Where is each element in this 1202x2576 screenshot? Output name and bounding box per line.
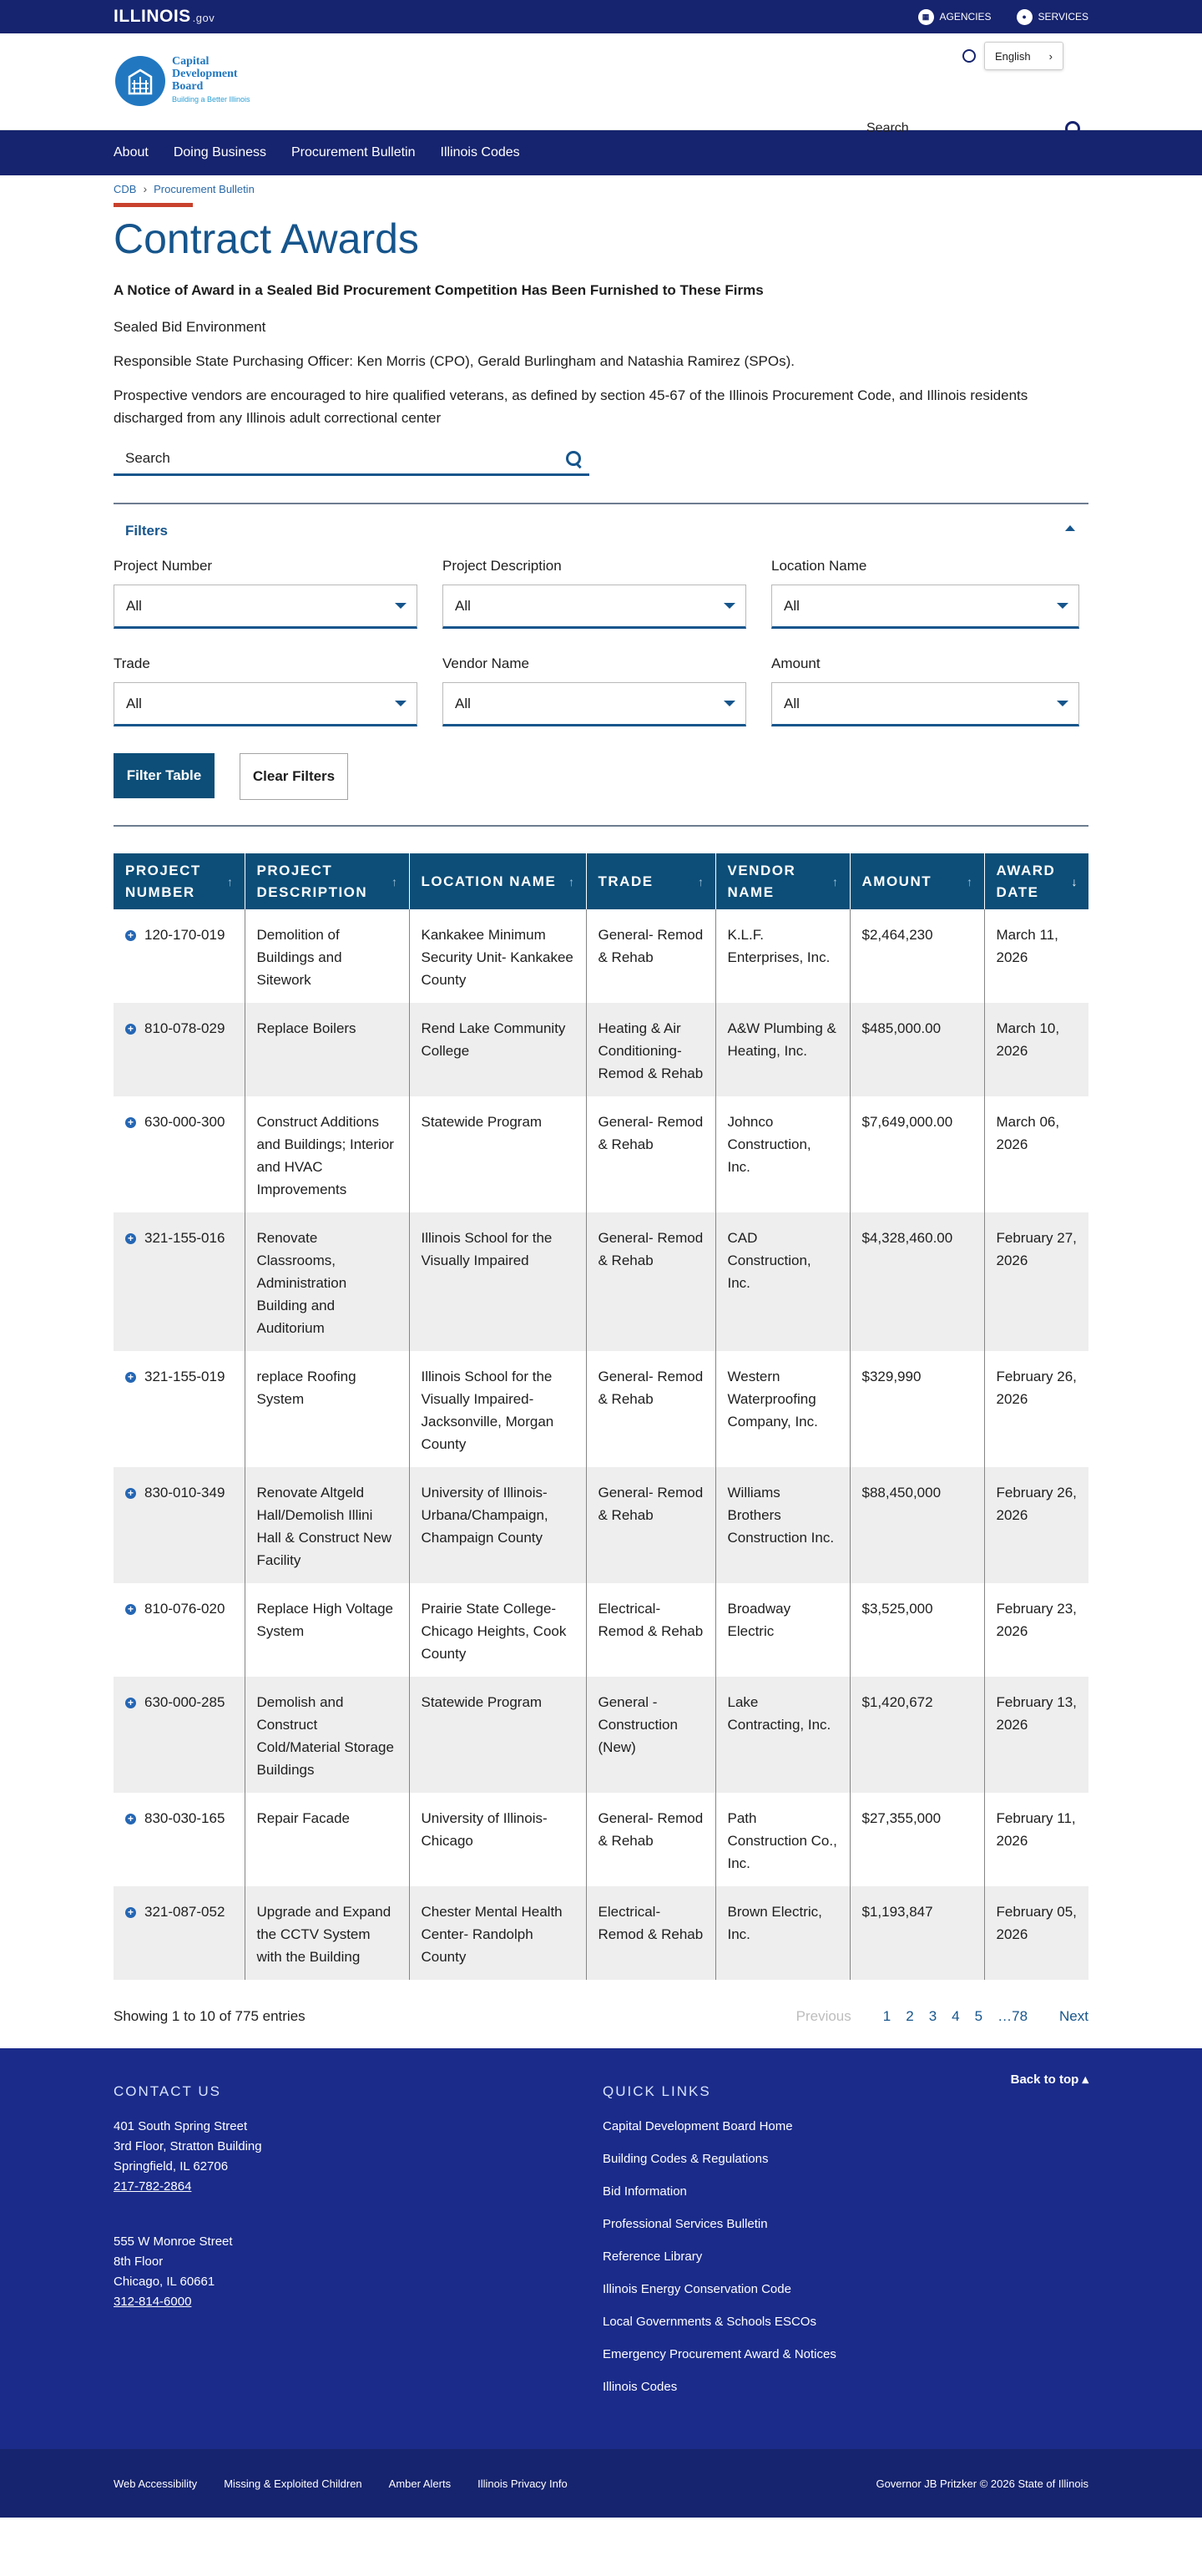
cell-location-name: Statewide Program [409, 1096, 586, 1212]
contact-us-section [114, 2083, 603, 2403]
cell-project-number: + 630-000-285 [114, 1677, 245, 1793]
page-lede: A Notice of Award in a Sealed Bid Procurement Competition Has Been Furnished to These Firms [114, 282, 764, 298]
table-row[interactable] [114, 909, 1088, 1003]
building-icon: ▦ [918, 9, 934, 25]
quick-link-energy-code[interactable]: Illinois Energy Conservation Code [603, 2282, 791, 2296]
cell-location-name: Chester Mental Health Center- Randolph County [409, 1886, 586, 1980]
filters-toggle[interactable] [114, 516, 1088, 539]
chevron-right-icon: › [143, 182, 148, 195]
filter-trade: Trade All [114, 655, 417, 726]
sort-arrow-icon[interactable]: ↑ [967, 874, 974, 888]
breadcrumb-cdb[interactable]: CDB [114, 182, 137, 195]
cell-location-name: Kankakee Minimum Security Unit- Kankakee County [409, 909, 586, 1003]
filter-project-description: Project Description All [442, 558, 746, 629]
filters-panel [114, 503, 1088, 827]
pagination-next[interactable]: Next [1059, 2008, 1088, 2024]
org-name-line3: Board [172, 80, 204, 93]
trade-select[interactable]: All [114, 682, 417, 726]
quick-link-cdb-home[interactable]: Capital Development Board Home [603, 2119, 793, 2133]
expand-row-icon[interactable]: + [125, 1117, 136, 1128]
sub-footer [0, 2449, 1202, 2518]
caret-down-icon [724, 701, 735, 706]
illinois-gov-logo[interactable]: ILLINOIS .gov [114, 7, 215, 26]
quick-link-building-codes[interactable]: Building Codes & Regulations [603, 2152, 769, 2166]
table-row[interactable] [114, 1886, 1088, 1980]
expand-row-icon[interactable]: + [125, 1233, 136, 1244]
quick-links-heading: QUICK LINKS [603, 2083, 711, 2099]
cell-vendor-name: CAD Construction, Inc. [715, 1212, 850, 1351]
filter-amount: Amount All [771, 655, 1079, 726]
cell-vendor-name: Path Construction Co., Inc. [715, 1793, 850, 1886]
cell-location-name: Rend Lake Community College [409, 1003, 586, 1096]
quick-link-emergency-procurement[interactable]: Emergency Procurement Award & Notices [603, 2347, 836, 2361]
cell-project-number: + 630-000-300 [114, 1096, 245, 1212]
caret-down-icon [1057, 701, 1068, 706]
table-row[interactable] [114, 1003, 1088, 1096]
cell-award-date: February 27, 2026 [984, 1212, 1088, 1351]
table-row[interactable] [114, 1677, 1088, 1793]
cell-amount: $329,990 [850, 1351, 984, 1467]
table-search-placeholder: Search [125, 449, 170, 466]
title-accent-bar [114, 203, 193, 207]
caret-down-icon [1057, 603, 1068, 609]
quick-link-escos[interactable]: Local Governments & Schools ESCOs [603, 2315, 816, 2329]
veterans-notice-text: Prospective vendors are encouraged to hire qualified veterans, as defined by section 45-67 of the Illinois Procurement Code, and Illinois residents discharged from any Illinois adult correctional center [114, 387, 1028, 426]
cell-project-description: Demolition of Buildings and Sitework [245, 909, 409, 1003]
amount-select[interactable]: All [771, 682, 1079, 726]
pagination-page-1[interactable]: 1 [882, 2008, 891, 2024]
cell-project-description: Construct Additions and Buildings; Interior and HVAC Improvements [245, 1096, 409, 1212]
quick-links-section [603, 2083, 836, 2403]
cell-award-date: February 26, 2026 [984, 1467, 1088, 1583]
expand-row-icon[interactable]: + [125, 1907, 136, 1918]
pagination-page-5[interactable]: 5 [974, 2008, 983, 2024]
clear-filters-button[interactable]: Clear Filters [240, 753, 348, 800]
project-number-select[interactable]: All [114, 585, 417, 629]
site-footer [0, 2048, 1202, 2449]
cell-amount: $7,649,000.00 [850, 1096, 984, 1212]
cell-trade: Electrical- Remod & Rehab [586, 1886, 715, 1980]
column-header-vendor-name[interactable]: VENDOR NAME ↑ [715, 853, 850, 909]
quick-link-illinois-codes[interactable]: Illinois Codes [603, 2380, 678, 2394]
page-title: Contract Awards [114, 215, 419, 262]
sealed-bid-text: Sealed Bid Environment [114, 319, 266, 335]
cell-vendor-name: Broadway Electric [715, 1583, 850, 1677]
nav-item-about[interactable]: About [114, 145, 149, 159]
springfield-address: 401 South Spring Street 3rd Floor, Stratton Building Springfield, IL 62706 217-782-2864 [114, 2119, 262, 2194]
cell-vendor-name: Lake Contracting, Inc. [715, 1677, 850, 1793]
cdb-logo[interactable] [115, 55, 250, 106]
cell-amount: $485,000.00 [850, 1003, 984, 1096]
expand-row-icon[interactable]: + [125, 1488, 136, 1499]
cell-location-name: Statewide Program [409, 1677, 586, 1793]
cell-award-date: February 13, 2026 [984, 1677, 1088, 1793]
column-header-project-description[interactable]: PROJECT DESCRIPTION ↑ [245, 853, 409, 909]
state-topbar [0, 0, 1202, 33]
cell-amount: $3,525,000 [850, 1583, 984, 1677]
pagination-page-4[interactable]: 4 [952, 2008, 960, 2024]
cell-location-name: Illinois School for the Visually Impaired [409, 1212, 586, 1351]
cell-project-description: Replace Boilers [245, 1003, 409, 1096]
cell-trade: General- Remod & Rehab [586, 1793, 715, 1886]
cell-location-name: University of Illinois- Urbana/Champaign, Champaign County [409, 1467, 586, 1583]
org-name-line1: Capital [172, 55, 210, 68]
springfield-phone-link[interactable]: 217-782-2864 [114, 2179, 192, 2194]
pagination-page-2[interactable]: 2 [906, 2008, 914, 2024]
cell-project-description: Renovate Classrooms, Administration Building and Auditorium [245, 1212, 409, 1351]
cell-vendor-name: Western Waterproofing Company, Inc. [715, 1351, 850, 1467]
column-header-project-number[interactable]: PROJECT NUMBER ↑ [114, 853, 245, 909]
cell-amount: $4,328,460.00 [850, 1212, 984, 1351]
cell-award-date: March 06, 2026 [984, 1096, 1088, 1212]
language-selector[interactable] [962, 42, 1063, 70]
cell-trade: General- Remod & Rehab [586, 1096, 715, 1212]
expand-row-icon[interactable]: + [125, 1372, 136, 1383]
cell-location-name: Illinois School for the Visually Impaired- Jacksonville, Morgan County [409, 1351, 586, 1467]
cell-project-number: + 810-076-020 [114, 1583, 245, 1677]
cell-amount: $27,355,000 [850, 1793, 984, 1886]
expand-row-icon[interactable]: + [125, 1814, 136, 1824]
globe-icon [962, 49, 976, 63]
table-row[interactable] [114, 1096, 1088, 1212]
filter-project-number: Project Number All [114, 558, 417, 629]
services-icon: ● [1017, 9, 1033, 25]
chicago-phone-link[interactable]: 312-814-6000 [114, 2295, 192, 2309]
cell-trade: General- Remod & Rehab [586, 1351, 715, 1467]
cell-amount: $2,464,230 [850, 909, 984, 1003]
table-row[interactable] [114, 1212, 1088, 1351]
nav-item-illinois-codes[interactable]: Illinois Codes [440, 145, 520, 159]
cell-award-date: March 10, 2026 [984, 1003, 1088, 1096]
cell-vendor-name: K.L.F. Enterprises, Inc. [715, 909, 850, 1003]
contact-heading: CONTACT US [114, 2083, 221, 2099]
sort-arrow-down-icon[interactable]: ↓ [1071, 874, 1078, 888]
quick-link-professional-services[interactable]: Professional Services Bulletin [603, 2217, 768, 2231]
footer-link-web-accessibility[interactable]: Web Accessibility [114, 2477, 198, 2490]
sort-arrow-icon[interactable]: ↑ [698, 874, 705, 888]
copyright: Governor JB Pritzker © 2026 State of Illinois [876, 2477, 1088, 2490]
purchasing-officer-text: Responsible State Purchasing Officer: Ken Morris (CPO), Gerald Burlingham and Natashia Ramirez (SPOs). [114, 353, 795, 369]
sort-arrow-icon[interactable]: ↑ [227, 874, 235, 888]
cell-trade: General- Remod & Rehab [586, 1212, 715, 1351]
breadcrumb-procurement-bulletin[interactable]: Procurement Bulletin [154, 182, 255, 195]
cell-trade: Heating & Air Conditioning- Remod & Rehab [586, 1003, 715, 1096]
sort-arrow-icon[interactable]: ↑ [832, 874, 840, 888]
table-row[interactable] [114, 1583, 1088, 1677]
column-header-amount[interactable]: AMOUNT ↑ [850, 853, 984, 909]
org-tagline: Building a Better Illinois [172, 95, 250, 104]
expand-row-icon[interactable]: + [125, 1698, 136, 1708]
cell-project-description: replace Roofing System [245, 1351, 409, 1467]
cell-project-description: Replace High Voltage System [245, 1583, 409, 1677]
vendor-name-select[interactable]: All [442, 682, 746, 726]
table-search-input[interactable] [114, 443, 589, 476]
filter-vendor-name: Vendor Name All [442, 655, 746, 726]
cell-amount: $1,420,672 [850, 1677, 984, 1793]
cell-location-name: University of Illinois- Chicago [409, 1793, 586, 1886]
pagination-page-3[interactable]: 3 [928, 2008, 937, 2024]
project-description-select[interactable]: All [442, 585, 746, 629]
cell-project-number: + 321-155-016 [114, 1212, 245, 1351]
cell-award-date: February 11, 2026 [984, 1793, 1088, 1886]
column-header-location-name[interactable]: LOCATION NAME ↑ [409, 853, 586, 909]
table-info: Showing 1 to 10 of 775 entries [114, 2008, 306, 2024]
column-header-trade[interactable]: TRADE ↑ [586, 853, 715, 909]
expand-row-icon[interactable]: + [125, 1024, 136, 1035]
pagination-previous[interactable]: Previous [795, 2008, 851, 2024]
cell-award-date: February 23, 2026 [984, 1583, 1088, 1677]
caret-down-icon [395, 701, 407, 706]
cell-location-name: Prairie State College- Chicago Heights, Cook County [409, 1583, 586, 1677]
footer-link-privacy[interactable]: Illinois Privacy Info [477, 2477, 568, 2490]
divider [114, 825, 1088, 827]
site-header [0, 33, 1202, 135]
site-search-placeholder: Search [866, 121, 909, 135]
cell-trade: Electrical- Remod & Rehab [586, 1583, 715, 1677]
breadcrumb [114, 182, 1088, 195]
table-row[interactable] [114, 1467, 1088, 1583]
nav-item-procurement-bulletin[interactable]: Procurement Bulletin [290, 145, 416, 159]
cell-project-description: Renovate Altgeld Hall/Demolish Illini Hall & Construct New Facility [245, 1467, 409, 1583]
pagination [796, 2008, 1088, 2025]
cell-project-description: Upgrade and Expand the CCTV System with the Building [245, 1886, 409, 1980]
site-search-input[interactable] [855, 114, 1088, 145]
cell-project-description: Demolish and Construct Cold/Material Storage Buildings [245, 1677, 409, 1793]
chicago-address: 555 W Monroe Street 8th Floor Chicago, IL 60661 312-814-6000 [114, 2234, 233, 2309]
nav-item-doing-business[interactable]: Doing Business [173, 145, 266, 159]
caret-down-icon [395, 603, 407, 609]
cell-project-description: Repair Facade [245, 1793, 409, 1886]
cell-trade: General - Construction (New) [586, 1677, 715, 1793]
cell-award-date: February 05, 2026 [984, 1886, 1088, 1980]
cell-project-number: + 810-078-029 [114, 1003, 245, 1096]
table-row[interactable] [114, 1793, 1088, 1886]
cell-award-date: March 11, 2026 [984, 909, 1088, 1003]
footer-link-amber-alerts[interactable]: Amber Alerts [388, 2477, 452, 2490]
search-icon[interactable] [1065, 121, 1080, 136]
filter-table-button[interactable]: Filter Table [114, 753, 215, 798]
expand-row-icon[interactable]: + [125, 1604, 136, 1615]
pagination-page-last[interactable]: …78 [997, 2008, 1028, 2024]
cell-project-number: + 830-010-349 [114, 1467, 245, 1583]
back-to-top-link[interactable]: Back to top ▴ [1010, 2072, 1088, 2087]
cell-trade: General- Remod & Rehab [586, 1467, 715, 1583]
cell-vendor-name: Johnco Construction, Inc. [715, 1096, 850, 1212]
language-dropdown[interactable]: English › [984, 42, 1063, 70]
caret-down-icon [724, 603, 735, 609]
location-name-select[interactable]: All [771, 585, 1079, 629]
filter-location-name: Location Name All [771, 558, 1079, 629]
cell-vendor-name: Williams Brothers Construction Inc. [715, 1467, 850, 1583]
cell-award-date: February 26, 2026 [984, 1351, 1088, 1467]
cell-trade: General- Remod & Rehab [586, 909, 715, 1003]
filters-title: Filters [125, 523, 169, 539]
cell-vendor-name: Brown Electric, Inc. [715, 1886, 850, 1980]
cdb-building-logo-icon [115, 56, 165, 106]
table-row[interactable] [114, 1351, 1088, 1467]
sort-arrow-icon[interactable]: ↑ [568, 874, 576, 888]
cell-amount: $88,450,000 [850, 1467, 984, 1583]
chevron-right-icon: › [1048, 49, 1053, 63]
cell-amount: $1,193,847 [850, 1886, 984, 1980]
search-icon[interactable] [566, 451, 581, 466]
cell-vendor-name: A&W Plumbing & Heating, Inc. [715, 1003, 850, 1096]
contract-awards-table [114, 853, 1088, 1980]
org-name-line2: Development [172, 68, 238, 80]
agencies-link[interactable]: ▦ AGENCIES [918, 9, 992, 25]
quick-link-bid-information[interactable]: Bid Information [603, 2184, 687, 2199]
cell-project-number: + 830-030-165 [114, 1793, 245, 1886]
expand-row-icon[interactable]: + [125, 930, 136, 941]
quick-link-reference-library[interactable]: Reference Library [603, 2250, 703, 2264]
footer-link-missing-children[interactable]: Missing & Exploited Children [224, 2477, 362, 2490]
cell-project-number: + 120-170-019 [114, 909, 245, 1003]
caret-up-icon: ▴ [1082, 2072, 1088, 2087]
services-link[interactable]: ● SERVICES [1017, 9, 1088, 25]
cell-project-number: + 321-155-019 [114, 1351, 245, 1467]
column-header-award-date[interactable]: AWARD DATE ↓ [984, 853, 1088, 909]
sort-arrow-icon[interactable]: ↑ [391, 874, 399, 888]
cell-project-number: + 321-087-052 [114, 1886, 245, 1980]
caret-up-icon [1065, 525, 1075, 531]
